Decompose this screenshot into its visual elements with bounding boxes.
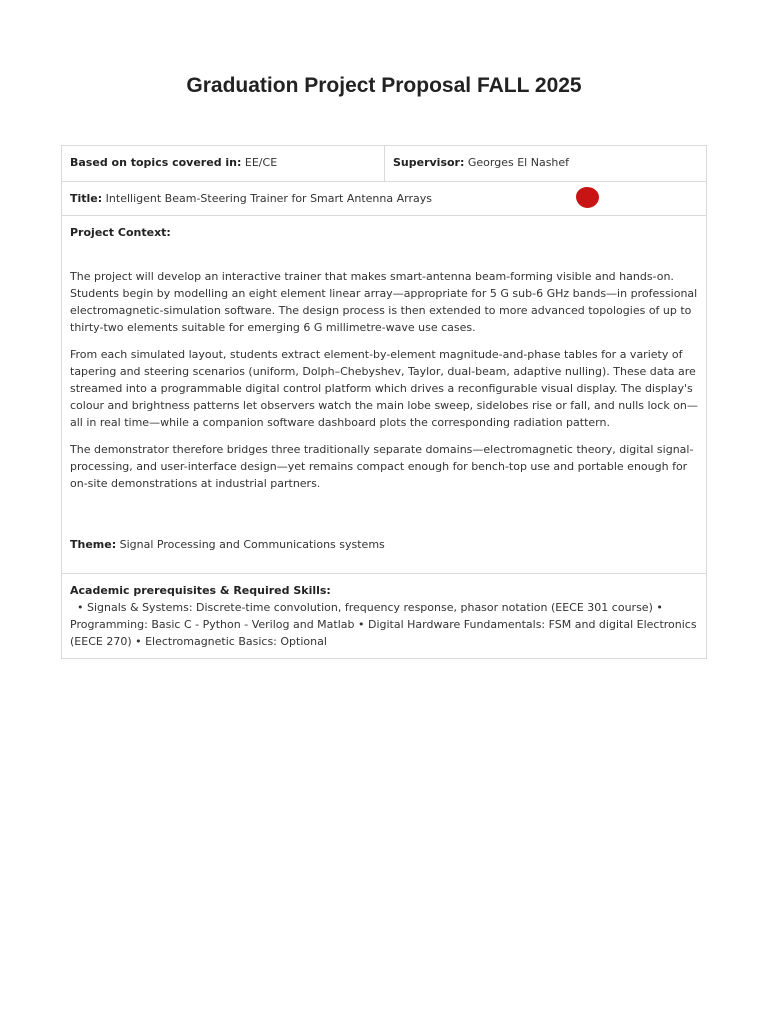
project-context-section — [62, 215, 706, 573]
proposal-table — [61, 145, 707, 659]
red-ink-mark — [576, 187, 599, 208]
context-heading: Project Context: — [70, 226, 171, 239]
prerequisites-label: Academic prerequisites & Required Skills: — [70, 584, 331, 597]
theme-label: Theme: — [70, 538, 117, 551]
topics-label: Based on topics covered in: — [70, 156, 242, 169]
prerequisites-value — [70, 599, 698, 650]
topics-supervisor-row — [62, 146, 706, 181]
topics-value: EE/CE — [244, 156, 278, 169]
context-paragraph: From each simulated layout, students extract element-by-element magnitude-and-phase tables for a variety of tapering and steering scenarios (uniform, Dolph–Chebyshev, Taylor, dual-beam, adaptive nulling). These data are streamed into a programmable digital control platform which drives a reconfigurable visual display. The display's colour and brightness patterns let observers watch the main lobe sweep, sidelobes rise or fall, and nulls lock on—all in real time—while a companion software dashboard plots the corresponding radiation pattern. — [70, 348, 698, 429]
title-label: Title: — [70, 192, 103, 205]
prerequisites-text: • Signals & Systems: Discrete-time convolution, frequency response, phasor notation (EECE 301 course) • Programming: Basic C - Python - Verilog and Matlab • Digital Hardware Fundamentals: FSM and digital Electronics (EECE 270) • Electromagnetic Basics: Optional — [70, 601, 697, 648]
prerequisites-section — [62, 573, 706, 658]
title-row — [62, 181, 706, 215]
title-value: Intelligent Beam-Steering Trainer for Smart Antenna Arrays — [105, 192, 432, 205]
context-paragraph: The project will develop an interactive trainer that makes smart-antenna beam-forming visible and hands-on. Students begin by modelling an eight element linear array—appropriate for 5 G sub-6 GHz bands—in professional electromagnetic-simulation software. The design process is then extended to more advanced topologies of up to thirty-two elements suitable for emerging 6 G millimetre-wave use cases. — [70, 270, 698, 334]
page-title: Graduation Project Proposal FALL 2025 — [186, 74, 582, 97]
theme-line — [70, 536, 698, 553]
context-paragraph: The demonstrator therefore bridges three traditionally separate domains—electromagnetic theory, digital signal-processing, and user-interface design—yet remains compact enough for bench-top use and portable enough for on-site demonstrations at industrial partners. — [70, 443, 694, 490]
supervisor-cell — [384, 146, 706, 181]
supervisor-label: Supervisor: — [393, 156, 465, 169]
theme-value: Signal Processing and Communications systems — [119, 538, 385, 551]
supervisor-value: Georges El Nashef — [467, 156, 570, 169]
topics-cell — [62, 146, 384, 181]
